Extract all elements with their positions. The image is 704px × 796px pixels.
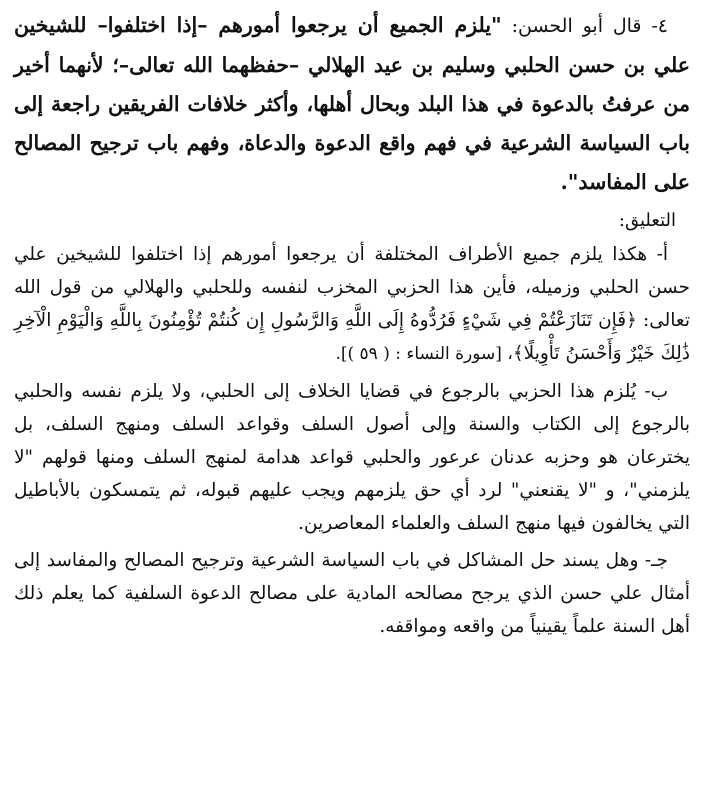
commentary-label: التعليق: (618, 210, 676, 231)
quoted-statement (14, 6, 690, 202)
verse-reference: ، [سورة النساء : ( ٥٩ )]. (335, 344, 513, 364)
point-a-text: أ- هكذا يلزم جميع الأطراف المختلفة أن يرجعوا أمورهم إذا اختلفوا للشيخين علي حسن الحلبي وزميله، فأين هذا الحزبي المخزب لنفسه وللحلبي والهلالي من قول الله تعالى: (14, 244, 690, 331)
quote-lead: ٤- قال أبو الحسن: (501, 15, 668, 37)
point-c-text: جـ- وهل يسند حل المشاكل في باب السياسة الشرعية وترجيح المصالح والمفاسد إلى أمثال علي حسن الذي يرجح مصالحه المادية على مصالح الدعوة السلفية كما يعلم ذلك أهل السنة علماً يقينياً من واقعه ومواقفه. (14, 550, 690, 637)
quote-text: "يلزم الجميع أن يرجعوا أمورهم –إذا اختلفوا– للشيخين علي بن حسن الحلبي وسليم بن عيد الهلالي –حفظهما الله تعالى–؛ لأنهما أخير من عرفتُ بالدعوة في هذا البلد وبحال أهلها، وأكثر خلافات الفريقين راجعة إلى باب السياسة الشرعية في فهم واقع الدعوة والدعاة، وفهم باب ترجيح المصالح على المفاسد". (14, 13, 690, 194)
quran-verse: ﴿فَإِن تَنَازَعْتُمْ فِي شَيْءٍ فَرُدُّوهُ إِلَى اللَّهِ وَالرَّسُولِ إِن كُنتُمْ تُؤْمِنُونَ بِاللَّهِ وَالْيَوْمِ الْآخِرِ ذَٰلِكَ خَيْرٌ وَأَحْسَنُ تَأْوِيلًا﴾ (14, 310, 690, 364)
commentary-point-c (14, 544, 690, 643)
commentary-point-a (14, 238, 690, 371)
commentary-point-b (14, 375, 690, 540)
point-b-text: ب- يُلزم هذا الحزبي بالرجوع في قضايا الخلاف إلى الحلبي، ولا يلزم نفسه والحلبي بالرجوع إلى الكتاب والسنة وإلى أصول السلف وقواعد السلف ومنهج السلف، بل يخترعان هو وحزبه عدنان عرعور والحلبي قواعد هدامة لمنهج السلف ومنها قولهم "لا يلزمني"، و "لا يقنعني" لرد أي حق يلزمهم ويجب عليهم قبوله، ثم يتمسكون بالأباطيل التي يخالفون فيها منهج السلف والعلماء المعاصرين. (14, 381, 690, 534)
